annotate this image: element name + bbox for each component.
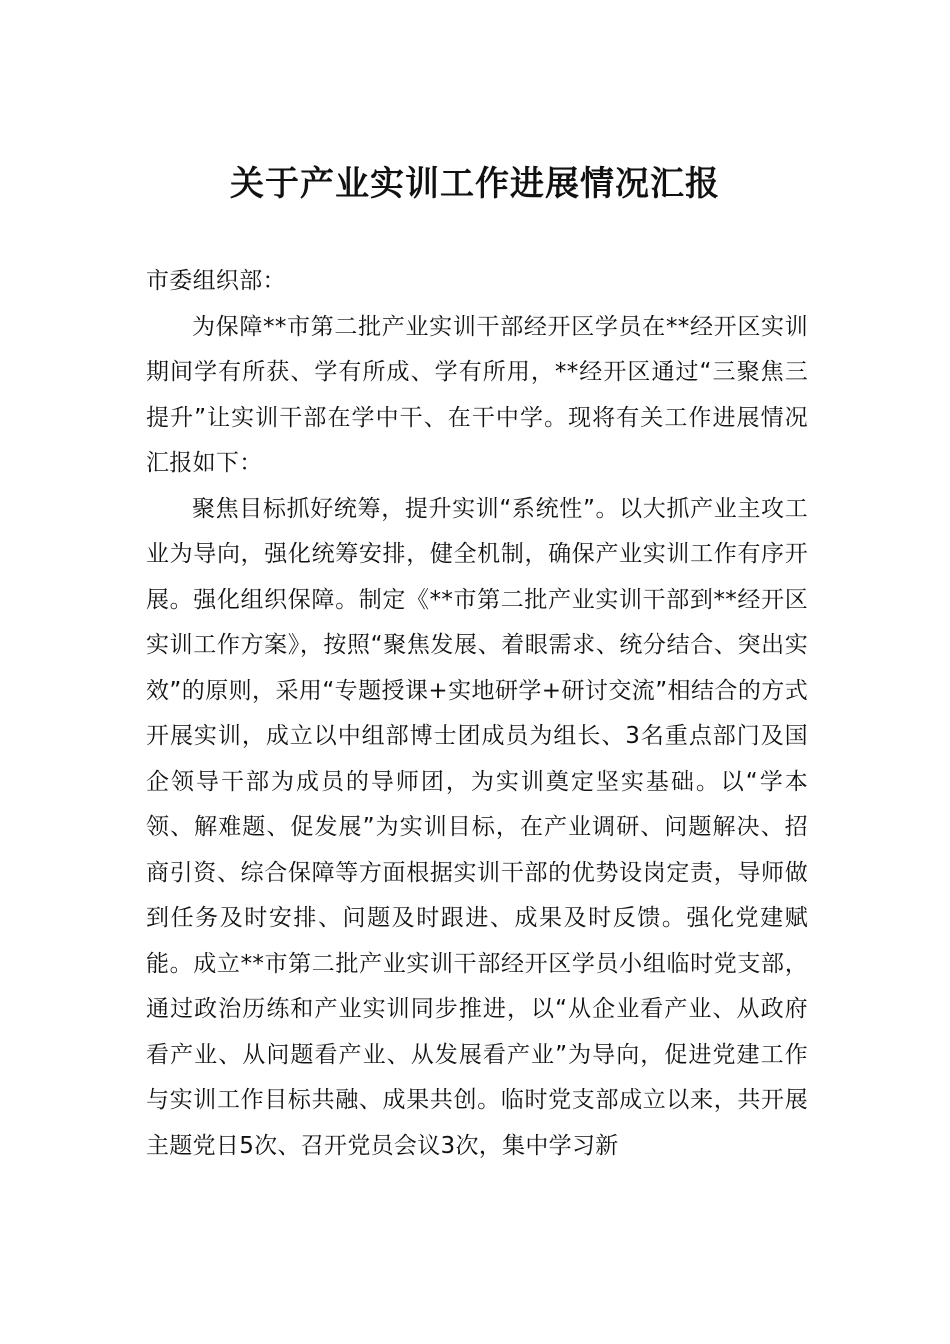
- document-body: [146, 259, 808, 1169]
- paragraph-intro: 为保障**市第二批产业实训干部经开区学员在**经开区实训期间学有所获、学有所成、学有所用，**经开区通过“三聚焦三提升”让实训干部在学中干、在干中学。现将有关工作进展情况汇报如下：: [146, 313, 808, 476]
- document-title: 关于产业实训工作进展情况汇报: [230, 164, 720, 204]
- paragraph-focus-goals: 聚焦目标抓好统筹，提升实训“系统性”。以大抓产业主攻工业为导向，强化统筹安排，健全机制，确保产业实训工作有序开展。强化组织保障。制定《**市第二批产业实训干部到**经开区实训工作方案》，按照“聚焦发展、着眼需求、统分结合、突出实效”的原则，采用“专题授课+实地研学+研讨交流”相结合的方式开展实训，成立以中组部博士团成员为组长、3名重点部门及国企领导干部为成员的导师团，为实训奠定坚实基础。以“学本领、解难题、促发展”为实训目标，在产业调研、问题解决、招商引资、综合保障等方面根据实训干部的优势设岗定责，导师做到任务及时安排、问题及时跟进、成果及时反馈。强化党建赋能。成立**市第二批产业实训干部经开区学员小组临时党支部，通过政治历练和产业实训同步推进，以“从企业看产业、从政府看产业、从问题看产业、从发展看产业”为导向，促进党建工作与实训工作目标共融、成果共创。临时党支部成立以来，共开展主题党日5次、召开党员会议3次，集中学习新: [146, 495, 808, 1159]
- salutation: 市委组织部：: [146, 268, 286, 294]
